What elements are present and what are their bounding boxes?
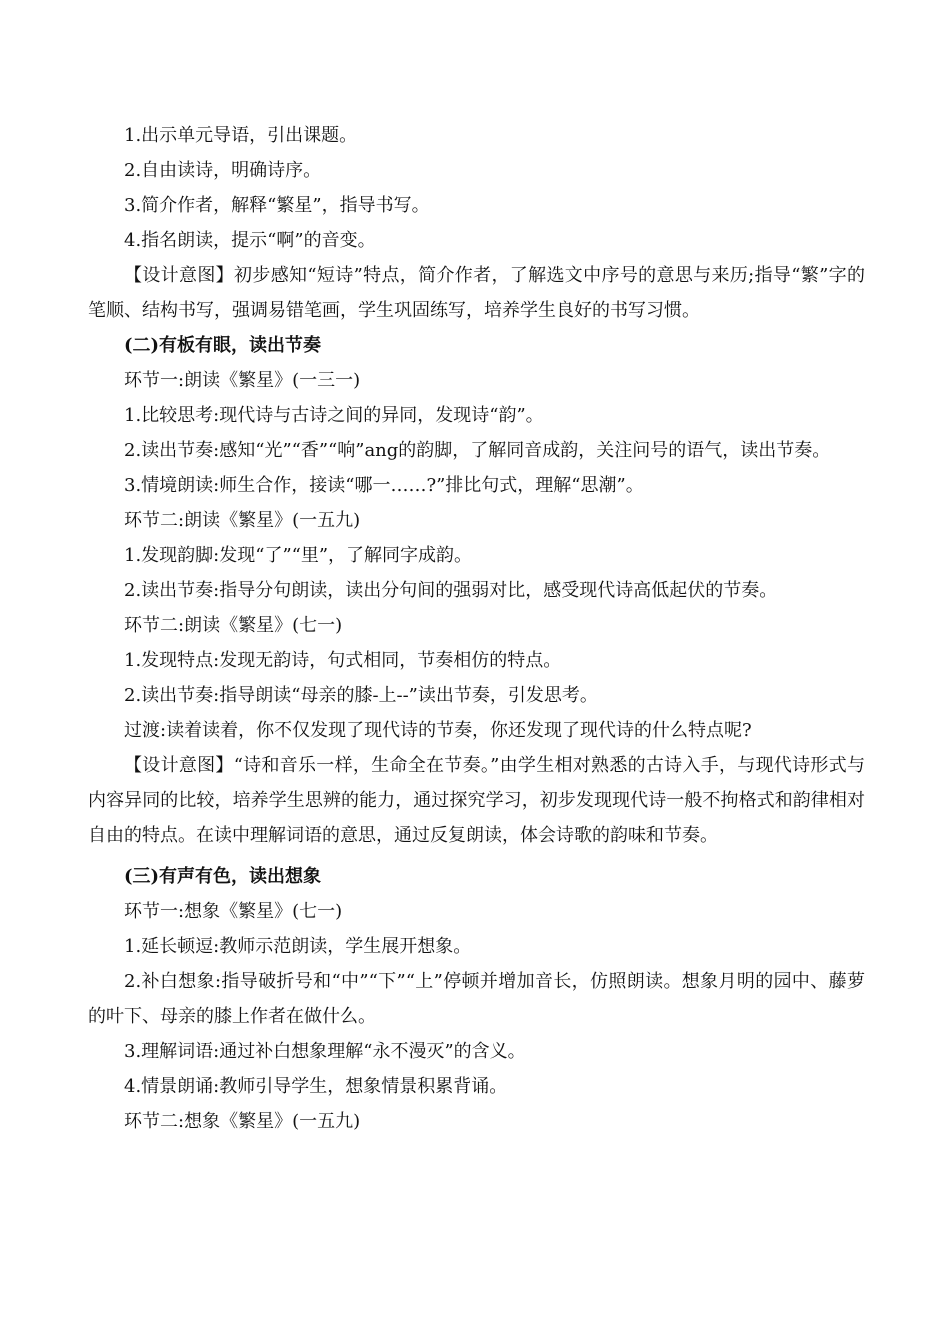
step-item: 3.情境朗读:师生合作，接读“哪一……?”排比句式，理解“思潮”。 xyxy=(124,475,644,496)
segment-title: 环节一:朗读《繁星》(一三一) xyxy=(124,370,361,391)
step-item: 3.理解词语:通过补白想象理解“永不漫灭”的含义。 xyxy=(124,1041,526,1062)
transition-paragraph: 过渡:读着读着，你不仅发现了现代诗的节奏，你还发现了现代诗的什么特点呢? xyxy=(124,720,752,741)
step-item: 2.自由读诗，明确诗序。 xyxy=(124,160,322,181)
segment-title: 环节二:朗读《繁星》(七一) xyxy=(124,615,343,636)
step-item: 1.延长顿逗:教师示范朗读，学生展开想象。 xyxy=(124,936,472,957)
section-heading: (二)有板有眼，读出节奏 xyxy=(124,335,322,356)
step-item: 2.读出节奏:指导分句朗读，读出分句间的强弱对比，感受现代诗高低起伏的节奏。 xyxy=(124,580,778,601)
step-item: 2.补白想象:指导破折号和“中”“下”“上”停顿并增加音长，仿照朗读。想象月明的园中、藤萝的叶下、母亲的膝上作者在做什么。 xyxy=(88,971,865,1027)
step-item: 3.简介作者，解释“繁星”，指导书写。 xyxy=(124,195,430,216)
step-item: 1.出示单元导语，引出课题。 xyxy=(124,125,358,146)
step-item: 4.情景朗诵:教师引导学生，想象情景积累背诵。 xyxy=(124,1076,508,1097)
step-item: 1.发现特点:发现无韵诗，句式相同，节奏相仿的特点。 xyxy=(124,650,562,671)
step-item: 1.比较思考:现代诗与古诗之间的异同，发现诗“韵”。 xyxy=(124,405,544,426)
design-intent-paragraph: 【设计意图】初步感知“短诗”特点，简介作者，了解选文中序号的意思与来历;指导“繁”字的笔顺、结构书写，强调易错笔画，学生巩固练写，培养学生良好的书写习惯。 xyxy=(88,265,865,321)
document-body xyxy=(88,118,865,1139)
design-intent-paragraph: 【设计意图】“诗和音乐一样，生命全在节奏。”由学生相对熟悉的古诗入手，与现代诗形式与内容异同的比较，培养学生思辨的能力，通过探究学习，初步发现现代诗一般不拘格式和韵律相对自由的特点。在读中理解词语的意思，通过反复朗读，体会诗歌的韵味和节奏。 xyxy=(88,755,865,846)
step-item: 2.读出节奏:感知“光”“香”“响”ang的韵脚，了解同音成韵，关注问号的语气，读出节奏。 xyxy=(124,440,831,461)
section-heading: (三)有声有色，读出想象 xyxy=(124,866,322,887)
step-item: 4.指名朗读，提示“啊”的音变。 xyxy=(124,230,376,251)
segment-title: 环节二:朗读《繁星》(一五九) xyxy=(124,510,361,531)
segment-title: 环节一:想象《繁星》(七一) xyxy=(124,901,343,922)
step-item: 1.发现韵脚:发现“了”“里”，了解同字成韵。 xyxy=(124,545,473,566)
segment-title: 环节二:想象《繁星》(一五九) xyxy=(124,1111,361,1132)
step-item: 2.读出节奏:指导朗读“母亲的膝-上--”读出节奏，引发思考。 xyxy=(124,685,598,706)
